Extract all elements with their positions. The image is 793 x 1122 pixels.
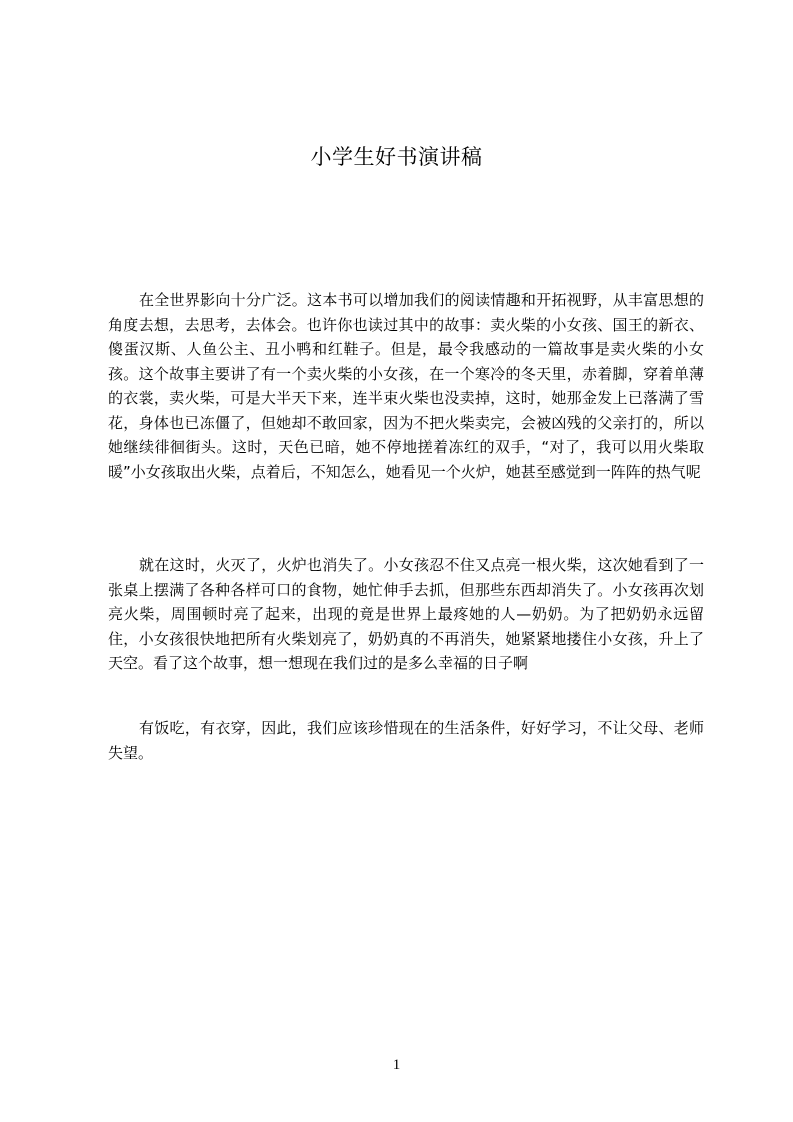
paragraph-1: 在全世界影向十分广泛。这本书可以增加我们的阅读情趣和开拓视野，从丰富思想的角度去想，去思考，去体会。也许你也读过其中的故事：卖火柴的小女孩、国王的新衣、傻蛋汉斯、人鱼公主、丑小鸭和红鞋子。但是，最令我感动的一篇故事是卖火柴的小女孩。这个故事主要讲了有一个卖火柴的小女孩，在一个寒冷的冬天里，赤着脚，穿着单薄的衣裳，卖火柴，可是大半天下来，连半束火柴也没卖掉，这时，她那金发上已落满了雪花，身体也已冻僵了，但她却不敢回家，因为不把火柴卖完，会被凶残的父亲打的，所以她继续徘徊街头。这时，天色已暗，她不停地搓着冻红的双手，“对了，我可以用火柴取暖”小女孩取出火柴，点着后，不知怎么，她看见一个火炉，她甚至感觉到一阵阵的热气呢 (108, 291, 704, 481)
page-number: 1 (392, 1057, 401, 1073)
document-title: 小学生好书演讲稿 (310, 145, 483, 169)
paragraph-3: 有饭吃，有衣穿，因此，我们应该珍惜现在的生活条件，好好学习，不让父母、老师失望。 (108, 719, 704, 762)
paragraph-2: 就在这时，火灭了，火炉也消失了。小女孩忍不住又点亮一根火柴，这次她看到了一张桌上摆满了各种各样可口的食物，她忙伸手去抓，但那些东西却消失了。小女孩再次划亮火柴，周围顿时亮了起来，出现的竟是世界上最疼她的人—奶奶。为了把奶奶永远留住，小女孩很快地把所有火柴划亮了，奶奶真的不再消失，她紧紧地搂住小女孩，升上了天空。看了这个故事，想一想现在我们过的是多么幸福的日子啊 (108, 556, 704, 672)
